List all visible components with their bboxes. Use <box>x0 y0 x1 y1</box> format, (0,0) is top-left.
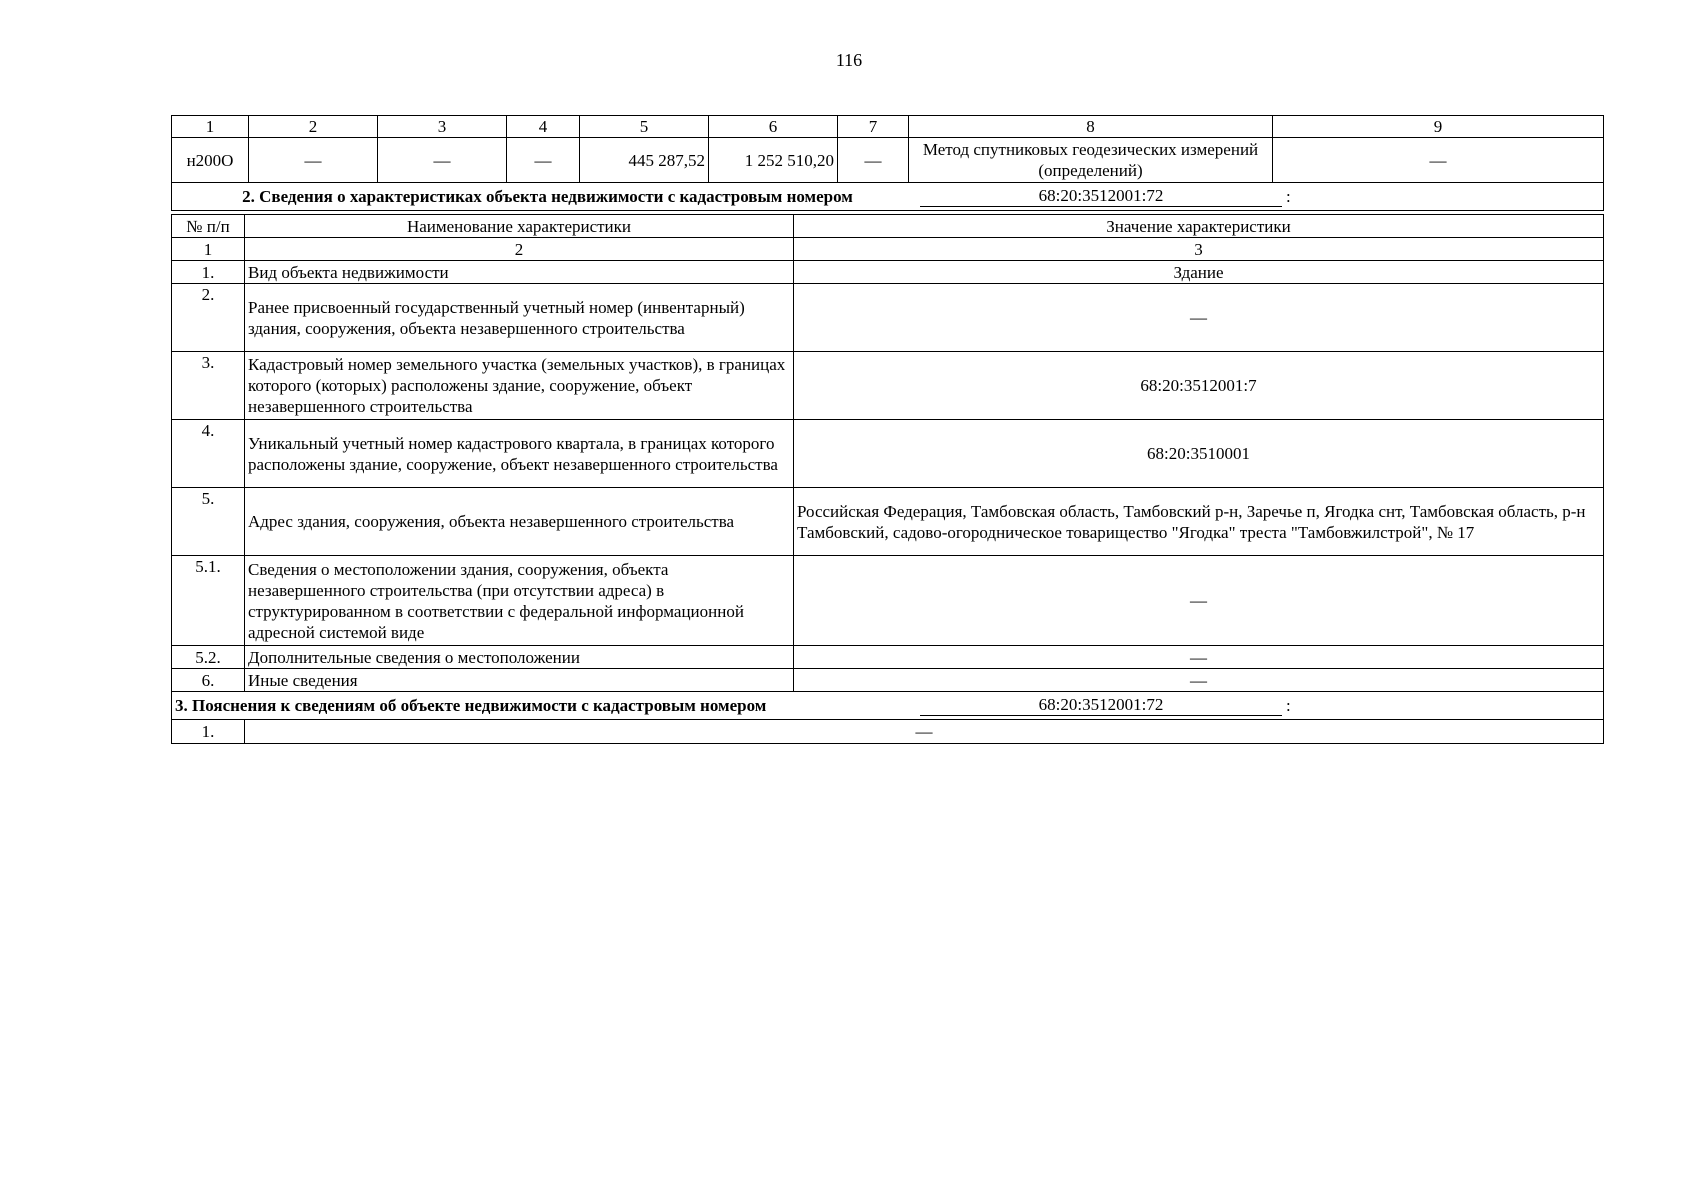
row-number: 1. <box>172 720 245 744</box>
table-row <box>172 556 1604 646</box>
address-value: Российская Федерация, Тамбовская область, Тамбовский р-н, Заречье п, Ягодка снт, Тамбовская область, р-н Тамбовский, садово-огородническое товарищество "Ягодка" треста "Тамбовжилстрой", № 17 <box>794 488 1604 556</box>
characteristic-name: Иные сведения <box>245 669 794 692</box>
cell-dash: — <box>249 138 378 183</box>
characteristic-name: Сведения о местоположении здания, сооружения, объекта незавершенного строительства (при отсутствии адреса) в структурированном в соответствии с федеральной информационной адресной системой виде <box>245 556 794 646</box>
column-number: 4 <box>507 116 580 138</box>
table-row <box>172 420 1604 488</box>
characteristic-value: Здание <box>794 261 1604 284</box>
point-id: н200О <box>172 138 249 183</box>
row-number: 4. <box>172 420 245 488</box>
table-row <box>172 488 1604 556</box>
header-num: № п/п <box>172 215 245 238</box>
characteristic-name: Кадастровый номер земельного участка (земельных участков), в границах которого (которых) расположены здание, сооружение, объект незавершенного строительства <box>245 352 794 420</box>
page-number: 116 <box>835 50 863 70</box>
row-number: 6. <box>172 669 245 692</box>
section-2-title: 2. Сведения о характеристиках объекта недвижимости с кадастровым номером <box>242 187 853 206</box>
header-value: Значение характеристики <box>794 215 1604 238</box>
method-description: Метод спутниковых геодезических измерений (определений) <box>909 138 1273 183</box>
header-name: Наименование характеристики <box>245 215 794 238</box>
table-row <box>172 720 1604 744</box>
column-number: 2 <box>249 116 378 138</box>
section-2-header <box>172 183 1604 211</box>
row-number: 2. <box>172 284 245 352</box>
column-number: 8 <box>909 116 1273 138</box>
header-row <box>172 215 1604 238</box>
section-3-title: 3. Пояснения к сведениям об объекте недвижимости с кадастровым номером <box>175 696 767 715</box>
section-3-colon: : <box>1286 696 1291 715</box>
coordinate-y: 1 252 510,20 <box>709 138 838 183</box>
cell-dash: — <box>1273 138 1604 183</box>
explanation-value: — <box>245 720 1604 744</box>
column-number-row <box>172 238 1604 261</box>
row-number: 5.2. <box>172 646 245 669</box>
characteristic-value: — <box>794 284 1604 352</box>
characteristic-name: Уникальный учетный номер кадастрового квартала, в границах которого расположены здание, сооружение, объект незавершенного строительства <box>245 420 794 488</box>
section-3-header <box>172 692 1604 720</box>
row-number: 1. <box>172 261 245 284</box>
table-row <box>172 646 1604 669</box>
boundary-points-table <box>171 115 1604 211</box>
table-row <box>172 669 1604 692</box>
characteristic-name: Дополнительные сведения о местоположении <box>245 646 794 669</box>
section-2-cadastral-number: 68:20:3512001:72 <box>920 186 1282 207</box>
cell-dash: — <box>838 138 909 183</box>
column-number: 1 <box>172 116 249 138</box>
characteristic-name: Вид объекта недвижимости <box>245 261 794 284</box>
row-number: 5. <box>172 488 245 556</box>
characteristic-value: — <box>794 669 1604 692</box>
column-number: 6 <box>709 116 838 138</box>
table-row <box>172 284 1604 352</box>
column-number: 3 <box>378 116 507 138</box>
column-number: 1 <box>172 238 245 261</box>
table-row <box>172 261 1604 284</box>
column-number: 9 <box>1273 116 1604 138</box>
row-number: 3. <box>172 352 245 420</box>
characteristics-table <box>171 214 1604 744</box>
characteristic-name: Ранее присвоенный государственный учетный номер (инвентарный) здания, сооружения, объекта незавершенного строительства <box>245 284 794 352</box>
section-2-colon: : <box>1286 187 1291 206</box>
column-number: 2 <box>245 238 794 261</box>
section-3-cadastral-number: 68:20:3512001:72 <box>920 695 1282 716</box>
table-row <box>172 138 1604 183</box>
column-number: 7 <box>838 116 909 138</box>
column-number-row <box>172 116 1604 138</box>
row-number: 5.1. <box>172 556 245 646</box>
characteristic-value: 68:20:3512001:7 <box>794 352 1604 420</box>
column-number: 5 <box>580 116 709 138</box>
characteristic-value: 68:20:3510001 <box>794 420 1604 488</box>
column-number: 3 <box>794 238 1604 261</box>
cell-dash: — <box>507 138 580 183</box>
characteristic-value: — <box>794 556 1604 646</box>
coordinate-x: 445 287,52 <box>580 138 709 183</box>
characteristic-value: — <box>794 646 1604 669</box>
table-row <box>172 352 1604 420</box>
cell-dash: — <box>378 138 507 183</box>
characteristic-name: Адрес здания, сооружения, объекта незавершенного строительства <box>245 488 794 556</box>
